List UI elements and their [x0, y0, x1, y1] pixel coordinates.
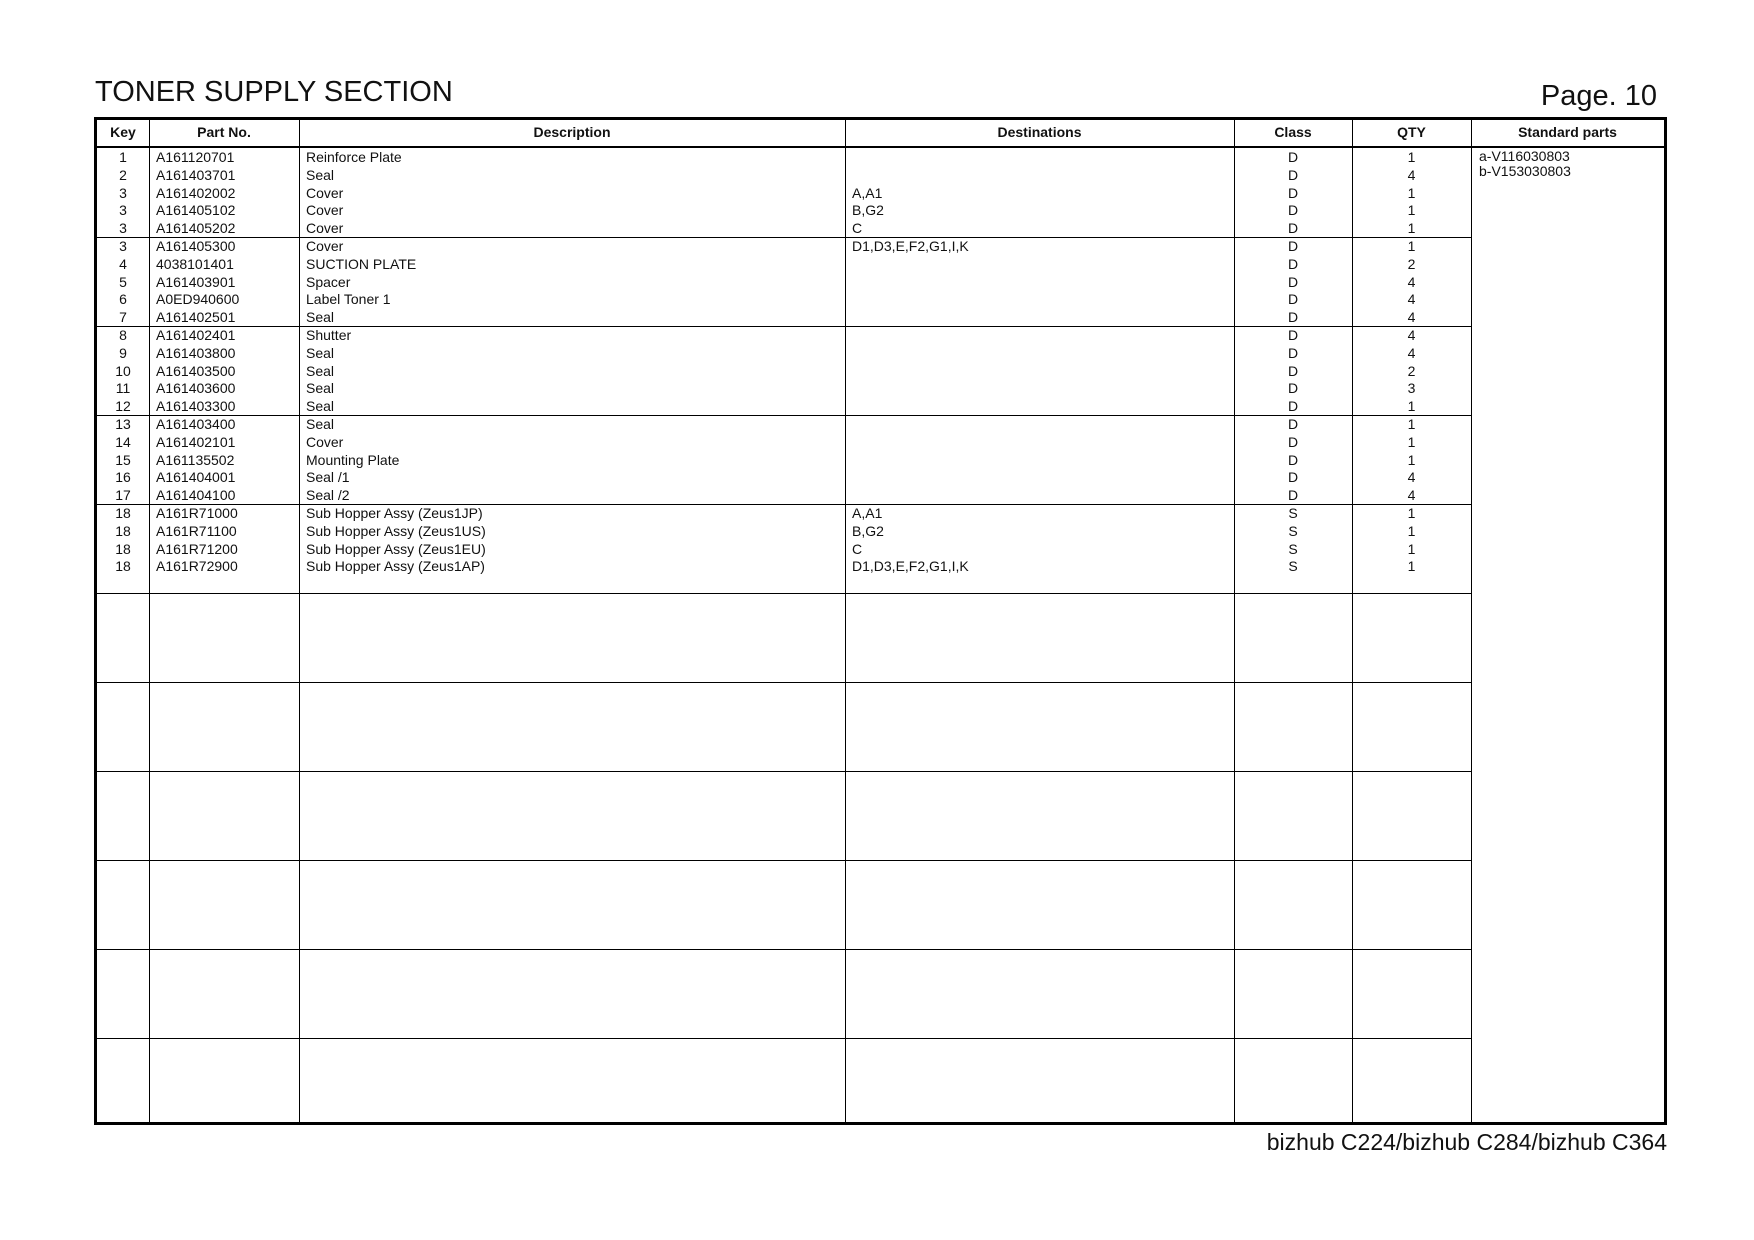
cell-description: Seal — [306, 166, 335, 183]
cell-description: Sub Hopper Assy (Zeus1JP) — [306, 504, 483, 521]
cell-part-no: A161R72900 — [156, 558, 238, 575]
cell-qty: 1 — [1407, 558, 1416, 575]
column-header-destinations: Destinations — [997, 124, 1082, 140]
cell-destinations: B,G2 — [852, 522, 884, 539]
cell-description: Seal — [306, 344, 335, 361]
cell-class: D — [1287, 433, 1299, 450]
cell-part-no: A161403701 — [156, 166, 236, 183]
cell-key: 18 — [115, 522, 131, 539]
table-row — [97, 327, 1664, 345]
table-row — [97, 167, 1664, 185]
cell-qty: 1 — [1407, 540, 1416, 557]
cell-qty: 4 — [1407, 273, 1416, 290]
cell-description: SUCTION PLATE — [306, 255, 417, 272]
cell-class: D — [1287, 149, 1299, 165]
cell-destinations: C — [852, 220, 863, 237]
cell-key: 3 — [119, 237, 127, 254]
cell-class: D — [1287, 362, 1299, 379]
cell-class: D — [1287, 487, 1299, 504]
cell-qty: 4 — [1407, 291, 1416, 308]
table-row — [97, 523, 1664, 541]
row-group-divider — [97, 860, 1471, 861]
table-body — [97, 149, 1664, 576]
cell-class: D — [1287, 237, 1299, 254]
cell-part-no: A161120701 — [156, 149, 235, 165]
table-row — [97, 487, 1664, 505]
cell-class: D — [1287, 202, 1299, 219]
cell-class: D — [1287, 273, 1299, 290]
cell-part-no: A161404001 — [156, 469, 236, 486]
cell-qty: 1 — [1407, 149, 1416, 165]
cell-description: Spacer — [306, 273, 351, 290]
cell-description: Cover — [306, 237, 344, 254]
cell-class: S — [1288, 504, 1298, 521]
cell-destinations: D1,D3,E,F2,G1,I,K — [852, 558, 969, 575]
cell-description: Seal /2 — [306, 487, 350, 504]
cell-key: 13 — [115, 415, 131, 432]
table-row — [97, 541, 1664, 559]
cell-class: D — [1287, 469, 1299, 486]
table-row — [97, 274, 1664, 292]
cell-qty: 4 — [1407, 309, 1416, 326]
cell-key: 7 — [119, 309, 127, 326]
table-row — [97, 558, 1664, 576]
cell-part-no: A161404100 — [156, 487, 236, 504]
cell-part-no: A161405102 — [156, 202, 236, 219]
cell-key: 6 — [119, 291, 127, 308]
cell-qty: 4 — [1407, 487, 1416, 504]
table-row — [97, 345, 1664, 363]
cell-description: Seal — [306, 380, 335, 397]
table-row — [97, 398, 1664, 416]
cell-class: D — [1287, 380, 1299, 397]
cell-part-no: A161403901 — [156, 273, 236, 290]
table-row — [97, 256, 1664, 274]
cell-class: D — [1287, 326, 1299, 343]
cell-description: Reinforce Plate — [306, 149, 402, 165]
page-number: Page. 10 — [1540, 80, 1657, 112]
column-header-description: Description — [533, 124, 611, 140]
cell-description: Seal /1 — [306, 469, 350, 486]
cell-part-no: A161403400 — [156, 415, 236, 432]
cell-part-no: A161403600 — [156, 380, 236, 397]
column-header-class: Class — [1274, 124, 1312, 140]
cell-destinations: B,G2 — [852, 202, 884, 219]
cell-part-no: A161405202 — [156, 220, 236, 237]
cell-part-no: A161R71100 — [156, 522, 237, 539]
column-header-part-no: Part No. — [197, 124, 251, 140]
parts-table — [94, 117, 1667, 1125]
cell-class: S — [1288, 558, 1298, 575]
cell-key: 3 — [119, 184, 127, 201]
table-row — [97, 469, 1664, 487]
cell-key: 18 — [115, 558, 131, 575]
cell-class: D — [1287, 255, 1299, 272]
row-group-divider — [97, 682, 1471, 683]
cell-part-no: A161R71000 — [156, 504, 238, 521]
table-row — [97, 185, 1664, 203]
cell-part-no: A161403500 — [156, 362, 236, 379]
cell-qty: 1 — [1407, 398, 1416, 415]
cell-part-no: A0ED940600 — [156, 291, 240, 308]
cell-description: Mounting Plate — [306, 451, 400, 468]
cell-description: Seal — [306, 309, 335, 326]
standard-parts-list — [1479, 149, 1571, 179]
cell-part-no: A161R71200 — [156, 540, 238, 557]
table-row — [97, 291, 1664, 309]
cell-description: Cover — [306, 433, 344, 450]
cell-class: D — [1287, 220, 1299, 237]
cell-description: Seal — [306, 398, 335, 415]
table-row — [97, 309, 1664, 327]
cell-qty: 1 — [1407, 433, 1416, 450]
cell-key: 2 — [119, 166, 127, 183]
row-group-divider — [97, 771, 1471, 772]
cell-qty: 1 — [1407, 522, 1416, 539]
cell-class: D — [1287, 451, 1299, 468]
cell-part-no: A161403300 — [156, 398, 236, 415]
table-row — [97, 220, 1664, 238]
cell-key: 12 — [115, 398, 131, 415]
cell-key: 8 — [119, 326, 127, 343]
row-group-divider — [97, 949, 1471, 950]
cell-description: Sub Hopper Assy (Zeus1EU) — [306, 540, 486, 557]
cell-part-no: 4038101401 — [156, 255, 234, 272]
cell-qty: 1 — [1407, 237, 1416, 254]
cell-destinations: A,A1 — [852, 504, 883, 521]
table-row — [97, 363, 1664, 381]
cell-class: S — [1288, 522, 1298, 539]
page-title: TONER SUPPLY SECTION — [95, 76, 453, 108]
standard-part: a-V116030803 — [1479, 148, 1570, 164]
cell-part-no: A161402501 — [156, 309, 236, 326]
cell-key: 3 — [119, 220, 127, 237]
cell-class: D — [1287, 415, 1299, 432]
cell-description: Sub Hopper Assy (Zeus1AP) — [306, 558, 485, 575]
cell-qty: 1 — [1407, 415, 1416, 432]
cell-part-no: A161405300 — [156, 237, 236, 254]
cell-qty: 1 — [1407, 220, 1416, 237]
cell-description: Seal — [306, 362, 335, 379]
cell-qty: 4 — [1407, 166, 1416, 183]
column-header-qty: QTY — [1397, 124, 1426, 140]
cell-qty: 1 — [1407, 202, 1416, 219]
cell-qty: 4 — [1407, 344, 1416, 361]
cell-class: S — [1288, 540, 1298, 557]
cell-qty: 4 — [1407, 469, 1416, 486]
cell-class: D — [1287, 344, 1299, 361]
cell-key: 3 — [119, 202, 127, 219]
cell-description: Cover — [306, 220, 344, 237]
cell-description: Shutter — [306, 326, 352, 343]
cell-destinations: C — [852, 540, 863, 557]
cell-part-no: A161403800 — [156, 344, 236, 361]
cell-description: Cover — [306, 184, 344, 201]
cell-description: Sub Hopper Assy (Zeus1US) — [306, 522, 486, 539]
column-header-standard-parts: Standard parts — [1518, 124, 1617, 140]
table-row — [97, 505, 1664, 523]
cell-class: D — [1287, 166, 1299, 183]
cell-part-no: A161402002 — [156, 184, 236, 201]
cell-key: 1 — [119, 149, 127, 165]
cell-qty: 1 — [1407, 184, 1416, 201]
row-group-divider — [97, 1038, 1471, 1039]
cell-class: D — [1287, 184, 1299, 201]
cell-key: 11 — [115, 380, 131, 397]
cell-destinations: A,A1 — [852, 184, 883, 201]
table-row — [97, 202, 1664, 220]
cell-class: D — [1287, 291, 1299, 308]
table-row — [97, 434, 1664, 452]
cell-description: Seal — [306, 415, 335, 432]
table-row — [97, 416, 1664, 434]
standard-part: b-V153030803 — [1479, 163, 1571, 179]
table-row — [97, 149, 1664, 167]
cell-qty: 1 — [1407, 451, 1416, 468]
cell-key: 15 — [115, 451, 131, 468]
row-group-divider — [97, 593, 1471, 594]
cell-key: 9 — [119, 344, 127, 361]
cell-qty: 2 — [1407, 255, 1416, 272]
cell-qty: 1 — [1407, 504, 1416, 521]
table-row — [97, 238, 1664, 256]
cell-key: 18 — [115, 504, 131, 521]
cell-qty: 2 — [1407, 362, 1416, 379]
cell-key: 18 — [115, 540, 131, 557]
cell-part-no: A161135502 — [156, 451, 235, 468]
cell-class: D — [1287, 398, 1299, 415]
table-row — [97, 380, 1664, 398]
footer-model: bizhub C224/bizhub C284/bizhub C364 — [1266, 1129, 1667, 1155]
cell-key: 5 — [119, 273, 127, 290]
column-header-key: Key — [110, 124, 136, 140]
cell-class: D — [1287, 309, 1299, 326]
cell-description: Cover — [306, 202, 344, 219]
cell-key: 10 — [115, 362, 131, 379]
cell-key: 4 — [119, 255, 127, 272]
cell-description: Label Toner 1 — [306, 291, 391, 308]
cell-key: 17 — [115, 487, 131, 504]
cell-part-no: A161402401 — [156, 326, 236, 343]
cell-qty: 4 — [1407, 326, 1416, 343]
cell-key: 14 — [115, 433, 131, 450]
cell-key: 16 — [115, 469, 131, 486]
cell-part-no: A161402101 — [156, 433, 236, 450]
cell-destinations: D1,D3,E,F2,G1,I,K — [852, 237, 969, 254]
table-row — [97, 452, 1664, 470]
cell-qty: 3 — [1407, 380, 1416, 397]
